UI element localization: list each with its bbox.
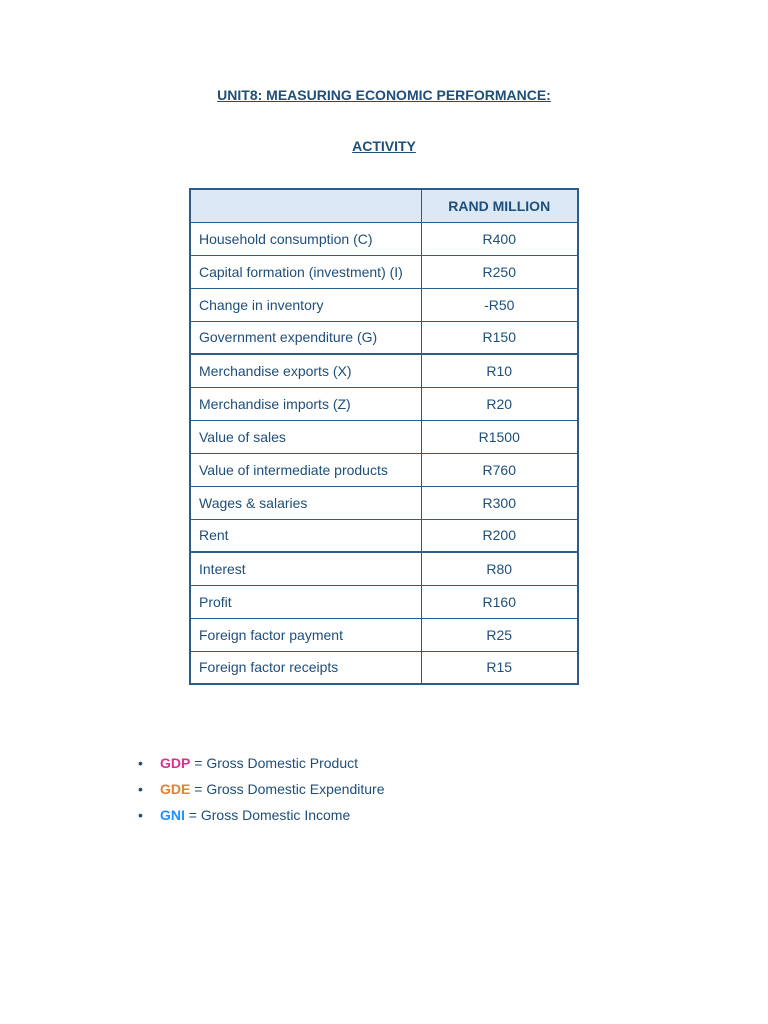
- row-value: R250: [421, 255, 578, 288]
- legend-item-gde: [138, 780, 385, 806]
- table-row: [190, 618, 578, 651]
- row-value: R400: [421, 222, 578, 255]
- table-row: [190, 486, 578, 519]
- row-label: Foreign factor payment: [190, 618, 421, 651]
- row-label: Government expenditure (G): [190, 321, 421, 354]
- row-label: Merchandise imports (Z): [190, 387, 421, 420]
- table-row: [190, 453, 578, 486]
- legend-text: Gross Domestic Income: [200, 807, 351, 823]
- row-value: R1500: [421, 420, 578, 453]
- row-label: Wages & salaries: [190, 486, 421, 519]
- row-value: -R50: [421, 288, 578, 321]
- row-value: R10: [421, 354, 578, 387]
- legend-item-gdp: [138, 754, 385, 780]
- row-value: R25: [421, 618, 578, 651]
- row-value: R15: [421, 651, 578, 684]
- abbreviation-legend: [138, 754, 385, 832]
- row-label: Merchandise exports (X): [190, 354, 421, 387]
- row-value: R20: [421, 387, 578, 420]
- table-row: [190, 387, 578, 420]
- legend-separator: =: [190, 755, 207, 771]
- document-subtitle: ACTIVITY: [352, 138, 416, 154]
- legend-text: Gross Domestic Expenditure: [206, 781, 385, 797]
- table-row: [190, 519, 578, 552]
- document-title: UNIT8: MEASURING ECONOMIC PERFORMANCE:: [217, 87, 551, 103]
- bullet-icon: •: [138, 755, 143, 771]
- header-value-cell: RAND MILLION: [421, 189, 578, 222]
- table-header-row: [190, 189, 578, 222]
- table-row: [190, 651, 578, 684]
- economic-data-table: [189, 188, 579, 685]
- row-label: Profit: [190, 585, 421, 618]
- legend-separator: =: [190, 781, 207, 797]
- row-label: Capital formation (investment) (I): [190, 255, 421, 288]
- table-row: [190, 420, 578, 453]
- legend-abbr: GDP: [160, 755, 191, 771]
- table-row: [190, 552, 578, 585]
- row-value: R200: [421, 519, 578, 552]
- legend-text: Gross Domestic Product: [206, 755, 359, 771]
- header-label-cell: [190, 189, 421, 222]
- row-value: R80: [421, 552, 578, 585]
- table-row: [190, 255, 578, 288]
- row-value: R160: [421, 585, 578, 618]
- bullet-icon: •: [138, 807, 143, 823]
- row-value: R300: [421, 486, 578, 519]
- table-row: [190, 585, 578, 618]
- row-label: Value of intermediate products: [190, 453, 421, 486]
- table-row: [190, 288, 578, 321]
- row-label: Change in inventory: [190, 288, 421, 321]
- legend-abbr: GDE: [160, 781, 191, 797]
- legend-item-gni: [138, 806, 385, 832]
- table-row: [190, 222, 578, 255]
- row-label: Value of sales: [190, 420, 421, 453]
- row-label: Household consumption (C): [190, 222, 421, 255]
- row-label: Foreign factor receipts: [190, 651, 421, 684]
- legend-abbr: GNI: [160, 807, 185, 823]
- legend-separator: =: [184, 807, 201, 823]
- bullet-icon: •: [138, 781, 143, 797]
- row-label: Rent: [190, 519, 421, 552]
- table-row: [190, 321, 578, 354]
- table-row: [190, 354, 578, 387]
- row-value: R150: [421, 321, 578, 354]
- row-label: Interest: [190, 552, 421, 585]
- row-value: R760: [421, 453, 578, 486]
